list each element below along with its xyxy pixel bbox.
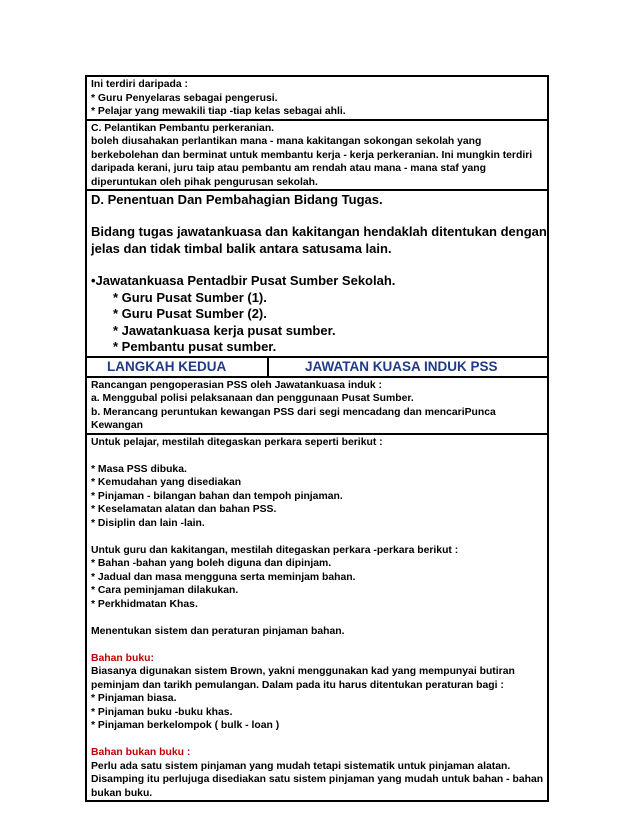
document (85, 75, 549, 802)
operational-plan-box (85, 376, 549, 433)
text-line: boleh diusahakan perlantikan mana - mana kakitangan sokongan sekolah yang (91, 136, 482, 147)
rules-box (85, 433, 549, 803)
teacher-intro: Untuk guru dan kakitangan, mestilah ditegaskan perkara -perkara berikut : (91, 544, 459, 556)
list-item: * Pinjaman buku -buku khas. (91, 706, 233, 718)
list-item: * Guru Pusat Sumber (1). (113, 289, 267, 305)
list-item: * Jadual dan masa mengguna serta meminjam bahan. (91, 571, 356, 583)
section-title: D. Penentuan Dan Pembahagian Bidang Tugas. (91, 192, 383, 207)
section-heading: C. Pelantikan Pembantu perkeranian. (91, 122, 275, 134)
text-line: Ini terdiri daripada : (91, 79, 188, 90)
text-line: Rancangan pengoperasian PSS oleh Jawatankuasa induk : (91, 379, 383, 391)
list-item: * Pembantu pusat sumber. (113, 339, 277, 354)
text-line: * Pelajar yang mewakili tiap -tiap kelas sebagai ahli. (91, 106, 346, 117)
text-line: Disamping itu perlujuga disediakan satu sistem pinjaman yang mudah untuk bahan - bahan (91, 774, 544, 785)
list-item: * Keselamatan alatan dan bahan PSS. (91, 504, 277, 515)
text-line: berkebolehan dan berminat untuk membantu kerja - kerja perkeranian. Ini mungkin terdiri (91, 149, 533, 161)
text-line: diperuntukan oleh pihak pengurusan sekolah. (91, 176, 318, 188)
bullet-item: •Jawatankuasa Pentadbir Pusat Sumber Sekolah. (91, 273, 396, 288)
list-item: * Kemudahan yang disediakan (91, 477, 242, 488)
list-item: * Cara peminjaman dilakukan. (91, 585, 239, 596)
list-item: * Guru Pusat Sumber (2). (113, 306, 267, 321)
paragraph-line: Bidang tugas jawatankuasa dan kakitangan hendaklah ditentukan dengan (91, 224, 547, 239)
text-line: * Guru Penyelaras sebagai pengerusi. (91, 92, 278, 104)
text-line: daripada kerani, juru taip atau pembantu am rendah atau mana - mana staf yang (91, 163, 486, 174)
list-item: * Pinjaman biasa. (91, 693, 177, 704)
text-line: a. Menggubal polisi pelaksanaan dan penggunaan Pusat Sumber. (91, 393, 414, 404)
text-line: bukan buku. (91, 787, 153, 799)
step-heading-row (85, 356, 549, 376)
duties-box (85, 189, 549, 356)
list-item: * Perkhidmatan Khas. (91, 598, 198, 610)
text-line: b. Merancang peruntukan kewangan PSS dari segi mencadang dan mencariPunca (91, 406, 496, 418)
list-item: * Jawatankuasa kerja pusat sumber. (113, 322, 336, 338)
step-label: LANGKAH KEDUA (87, 358, 269, 376)
list-item: * Bahan -bahan yang boleh diguna dan dipinjam. (91, 558, 332, 569)
text-line: Perlu ada satu sistem pinjaman yang mudah tetapi sistematik untuk pinjaman alatan. (91, 760, 511, 772)
list-item: * Pinjaman - bilangan bahan dan tempoh pinjaman. (91, 490, 343, 502)
paragraph-line: jelas dan tidak timbal balik antara satusama lain. (91, 240, 392, 256)
text-line: Kewangan (91, 420, 143, 431)
list-item: * Pinjaman berkelompok ( bulk - loan ) (91, 720, 280, 731)
step-title: JAWATAN KUASA INDUK PSS (305, 358, 498, 374)
list-item: * Masa PSS dibuka. (91, 463, 187, 475)
text-line: Biasanya digunakan sistem Brown, yakni menggunakan kad yang mempunyai butiran (91, 666, 515, 677)
system-line: Menentukan sistem dan peraturan pinjaman bahan. (91, 625, 345, 637)
nonbook-heading: Bahan bukan buku : (91, 747, 191, 758)
clerical-assistant-box (85, 119, 549, 190)
book-heading: Bahan buku: (91, 652, 154, 664)
list-item: * Disiplin dan lain -lain. (91, 517, 205, 529)
text-line: peminjam dan tarikh pemulangan. Dalam pada itu harus ditentukan peraturan bagi : (91, 679, 504, 691)
committee-composition-box (85, 75, 549, 119)
student-intro: Untuk pelajar, mestilah ditegaskan perkara seperti berikut : (91, 436, 383, 448)
